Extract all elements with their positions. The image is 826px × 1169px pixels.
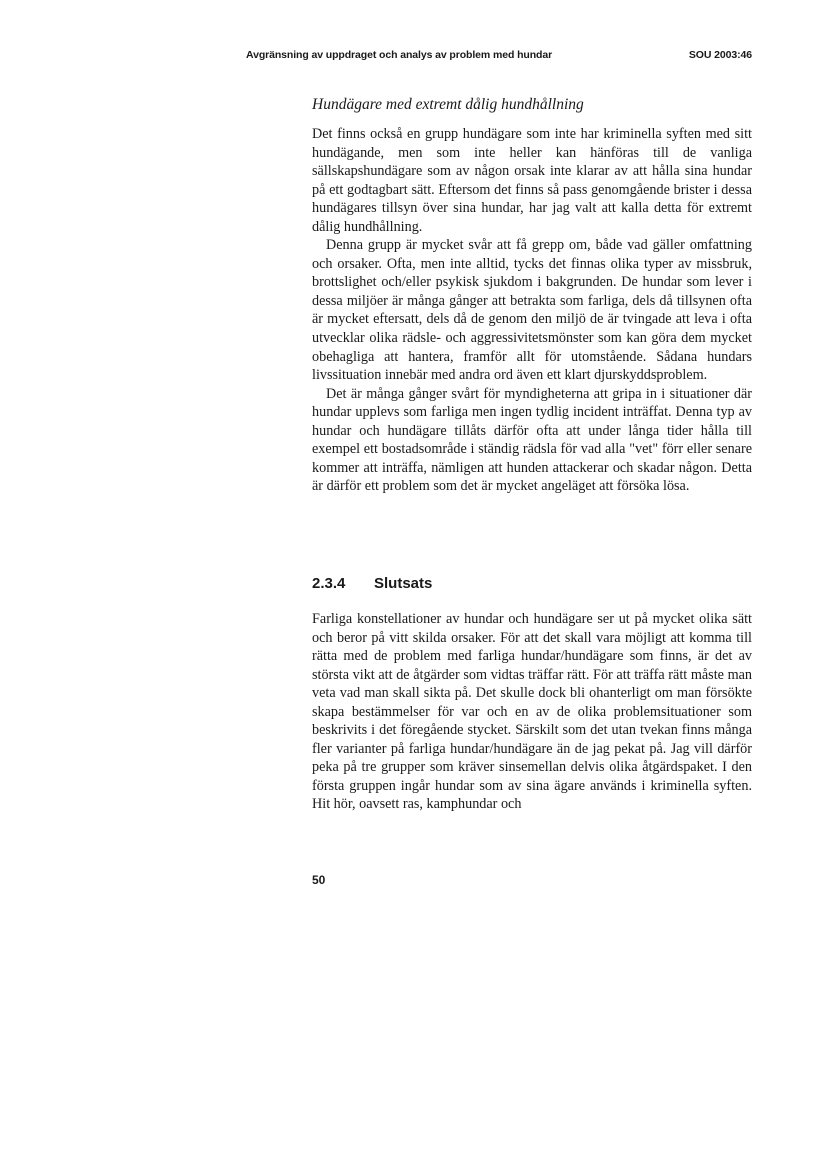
section-number: 2.3.4 — [312, 575, 346, 592]
paragraph: Farliga konstellationer av hundar och hundägare ser ut på mycket olika sätt och beror på vitt skilda orsaker. För att det skall vara möjligt att komma till rätta med de problem med farliga hundar/hundägare som finns, är det av största vikt att de åtgärder som vidtas träffar rätt. För att träffa rätt måste man veta vad man skall sikta på. Det skulle dock bli ohanterligt om man försökte skapa bestämmelser för var och en av de olika problemsituationer som beskrivits i det föregående stycket. Särskilt som det utan tvekan finns många fler varianter på farliga hundar/hundägare än de jag pekat på. Jag vill därför peka på tre grupper som kräver sinsemellan delvis olika åtgärdspaket. I den första gruppen ingår hundar som av sina ägare används i kriminella syften. Hit hör, oavsett ras, kamphundar och — [312, 611, 752, 813]
subsection-heading: Hundägare med extremt dålig hundhållning — [312, 96, 584, 113]
running-header — [246, 49, 752, 65]
paragraph: Denna grupp är mycket svår att få grepp om, både vad gäller omfattning och orsaker. Ofta, men inte alltid, tycks det finnas olika typer av missbruk, brottslighet och/eller psykisk sjukdom i bakgrunden. De hundar som lever i dessa miljöer är många gånger att betrakta som farliga, dels då tillsynen ofta är mycket eftersatt, dels då de genom den miljö de är tvingade att leva i ofta utvecklar olika rädsle- och aggressivitetsmönster som kan göra dem mycket obehagliga att hantera, framför allt för utomstående. Sådana hundars livssituation innebär med andra ord även ett klart djurskyddsproblem. — [312, 237, 752, 384]
running-header-title: Avgränsning av uppdraget och analys av problem med hundar — [246, 49, 553, 61]
body-text-block-2 — [312, 610, 752, 814]
page-number: 50 — [312, 873, 326, 887]
paragraph: Det är många gånger svårt för myndigheterna att gripa in i situationer där hundar upplevs som farliga men ingen tydlig incident inträffat. Denna typ av hundar och hundägare tillåts därför ofta att under långa tider hålla till exempel ett bostadsområde i ständig rädsla för vad alla "vet" förr eller senare kommer att inträffa, nämligen att hunden attackerar och skadar någon. Detta är därför ett problem som det är mycket angeläget att försöka lösa. — [312, 385, 752, 495]
body-text-block-1 — [312, 125, 752, 496]
running-header-reference: SOU 2003:46 — [688, 49, 752, 61]
section-title: Slutsats — [374, 575, 433, 592]
paragraph: Det finns också en grupp hundägare som inte har kriminella syften med sitt hundägande, men som inte heller kan hänföras till de vanliga sällskapshundägare som av någon orsak inte klarar av att hålla sina hundar på ett godtagbart sätt. Eftersom det finns så pass genomgående brister i dessa hundägares tillsyn över sina hundar, har jag valt att kalla detta för extremt dålig hundhållning. — [312, 126, 752, 235]
section-heading — [312, 574, 752, 594]
